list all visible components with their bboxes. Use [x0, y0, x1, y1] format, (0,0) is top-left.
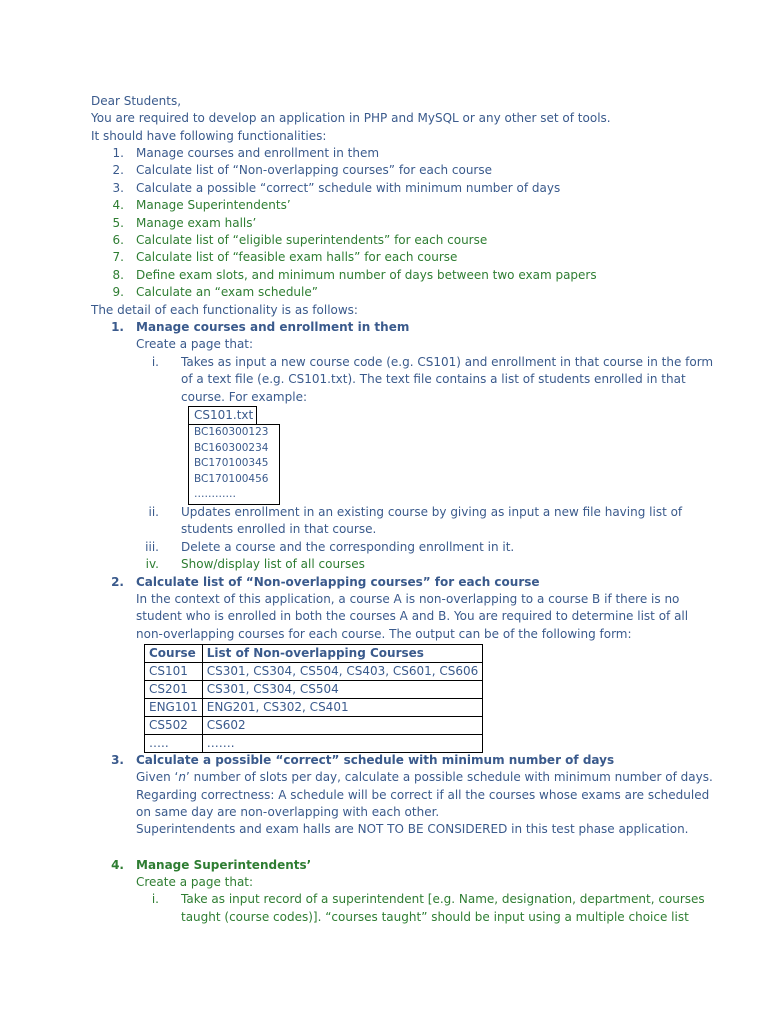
func-item-2: Calculate list of “Non-overlapping courses” for each course: [136, 163, 493, 177]
func-item-6: Calculate list of “eligible superintendents” for each course: [136, 233, 488, 247]
section-3-note: Superintendents and exam halls are NOT TO BE CONSIDERED in this test phase application.: [136, 822, 689, 836]
table-cell: …….: [202, 735, 483, 753]
func-num-9: 9.: [112, 285, 124, 299]
func-item-4: Manage Superintendents’: [136, 198, 291, 212]
section-1-create: Create a page that:: [136, 337, 254, 351]
table-header-course: Course: [145, 645, 203, 663]
table-cell: CS502: [145, 717, 203, 735]
section-1-iii-text: Delete a course and the corresponding enrollment in it.: [181, 540, 515, 554]
section-3-heading: Calculate a possible “correct” schedule with minimum number of days: [136, 753, 615, 767]
table-cell: CS301, CS304, CS504: [202, 681, 483, 699]
section-2-para-line-2: student who is enrolled in both the courses A and B. You are required to determine list of all: [136, 609, 689, 623]
section-1-iv-num: iv.: [145, 557, 159, 571]
func-num-6: 6.: [112, 233, 124, 247]
section-4-i-line-2: taught (course codes)]. “courses taught” should be input using a multiple choice list: [181, 910, 689, 924]
section-1-number: 1.: [111, 320, 124, 334]
table-cell: CS101: [145, 663, 203, 681]
file-row: BC160300234: [194, 441, 269, 454]
section-2-heading: Calculate list of “Non-overlapping courses” for each course: [136, 575, 540, 589]
func-item-3: Calculate a possible “correct” schedule with minimum number of days: [136, 181, 561, 195]
func-item-1: Manage courses and enrollment in them: [136, 146, 380, 160]
table-row: [145, 663, 483, 681]
func-item-9: Calculate an “exam schedule”: [136, 285, 318, 299]
table-cell: ENG201, CS302, CS401: [202, 699, 483, 717]
section-3-para-line-2: on same day are non-overlapping with each other.: [136, 805, 440, 819]
func-item-5: Manage exam halls’: [136, 216, 257, 230]
section-1-i-num: i.: [151, 355, 159, 369]
section-1-iii-num: iii.: [145, 540, 159, 554]
section-3-line-1-post: ’ number of slots per day, calculate a possible schedule with minimum number of days.: [185, 770, 713, 784]
section-3-line-1-n: n: [178, 770, 186, 784]
func-item-8: Define exam slots, and minimum number of days between two exam papers: [136, 268, 597, 282]
section-2-para-line-1: In the context of this application, a course A is non-overlapping to a course B if there is no: [136, 592, 680, 606]
func-num-2: 2.: [112, 163, 124, 177]
file-row: BC170100345: [194, 457, 269, 469]
section-3-line-1: [136, 769, 713, 786]
table-cell: CS301, CS304, CS504, CS403, CS601, CS606: [202, 663, 483, 681]
section-3-para-line-1: Regarding correctness: A schedule will be correct if all the courses whose exams are scheduled: [136, 788, 710, 802]
detail-intro: The detail of each functionality is as follows:: [91, 303, 358, 317]
section-1-iv-text: Show/display list of all courses: [181, 557, 365, 571]
func-item-7: Calculate list of “feasible exam halls” for each course: [136, 250, 458, 264]
intro-line-2: It should have following functionalities:: [91, 129, 327, 143]
file-name-box: [188, 406, 257, 425]
table-row: [145, 717, 483, 735]
salutation: Dear Students,: [91, 94, 182, 108]
file-name: CS101.txt: [194, 408, 254, 422]
table-cell: …..: [145, 735, 203, 753]
file-contents-box: [188, 424, 280, 505]
table-header-row: [145, 645, 483, 663]
table-row: [145, 699, 483, 717]
non-overlapping-table: [144, 644, 483, 753]
file-row: BC160300123: [194, 426, 269, 438]
section-1-i-line-1: Takes as input a new course code (e.g. CS101) and enrollment in that course in the form: [181, 355, 714, 369]
section-4-i-line-1: Take as input record of a superintendent [e.g. Name, designation, department, courses: [181, 892, 705, 906]
table-cell: ENG101: [145, 699, 203, 717]
table-row: [145, 735, 483, 753]
func-num-1: 1.: [112, 146, 124, 160]
func-num-5: 5.: [112, 216, 124, 230]
section-1-heading: Manage courses and enrollment in them: [136, 320, 410, 334]
func-num-4: 4.: [112, 198, 124, 212]
section-1-i-line-2: of a text file (e.g. CS101.txt). The text file contains a list of students enrolled in that: [181, 372, 686, 386]
table-cell: CS201: [145, 681, 203, 699]
func-num-8: 8.: [112, 268, 124, 282]
section-4-i-num: i.: [151, 892, 159, 906]
table-row: [145, 681, 483, 699]
table-cell: CS602: [202, 717, 483, 735]
section-4-number: 4.: [111, 858, 124, 872]
file-row: …………: [194, 488, 236, 500]
file-row: BC170100456: [194, 472, 269, 485]
section-1-ii-line-1: Updates enrollment in an existing course by giving as input a new file having list of: [181, 505, 683, 519]
func-num-3: 3.: [112, 181, 124, 195]
section-2-number: 2.: [111, 575, 124, 589]
section-1-i-line-3: course. For example:: [181, 390, 307, 404]
section-1-ii-num: ii.: [148, 505, 159, 519]
table-header-list: List of Non-overlapping Courses: [202, 645, 483, 663]
section-4-heading: Manage Superintendents’: [136, 858, 312, 872]
intro-line-1: You are required to develop an application in PHP and MySQL or any other set of tools.: [91, 111, 611, 125]
func-num-7: 7.: [112, 250, 124, 264]
section-2-para-line-3: non-overlapping courses for each course. The output can be of the following form:: [136, 627, 632, 641]
section-4-create: Create a page that:: [136, 875, 254, 889]
section-3-number: 3.: [111, 753, 124, 767]
section-3-line-1-pre: Given ‘: [136, 770, 179, 784]
section-1-ii-line-2: students enrolled in that course.: [181, 522, 377, 536]
